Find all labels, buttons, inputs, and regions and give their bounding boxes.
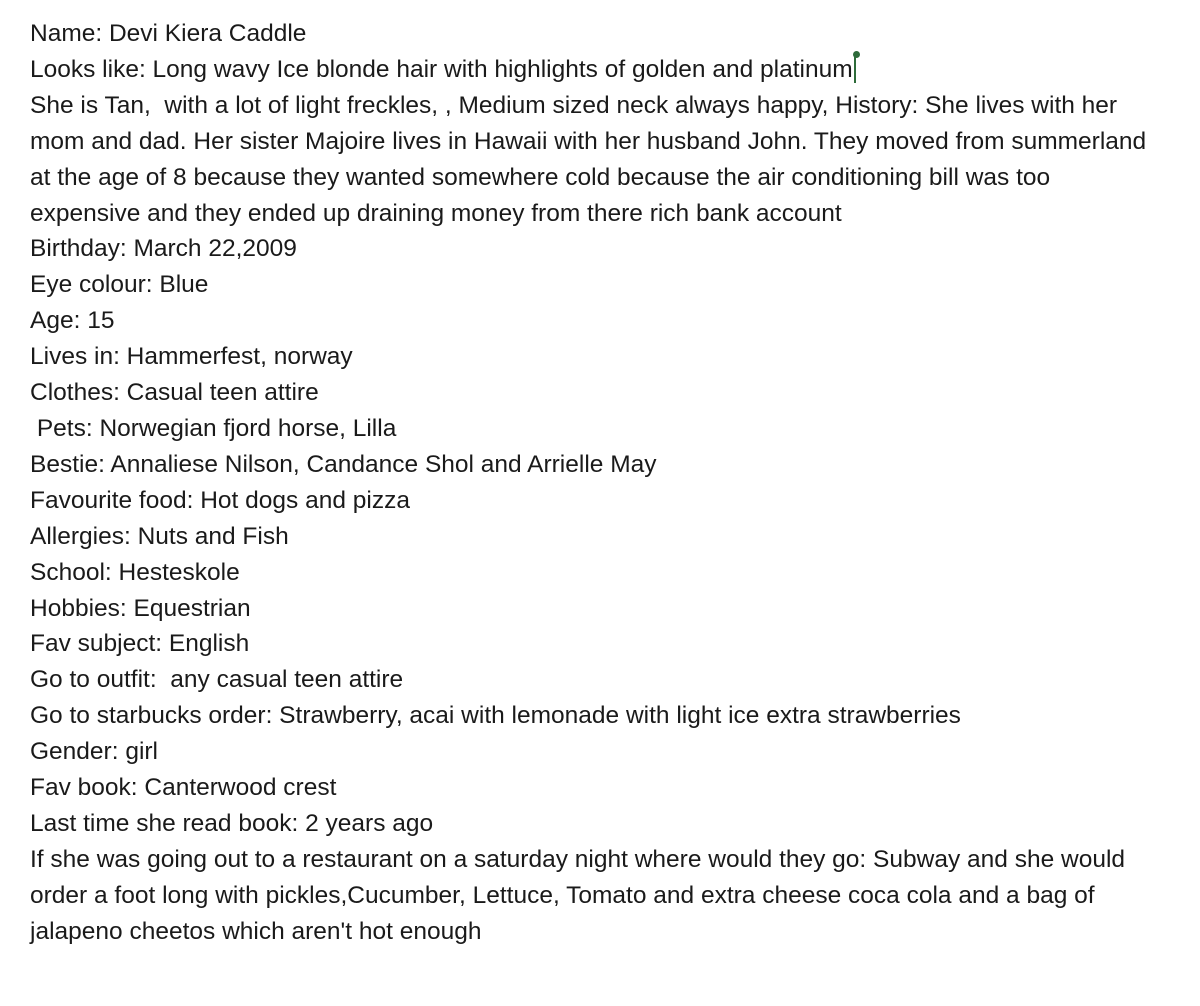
- line-bestie: Bestie: Annaliese Nilson, Candance Shol and Arrielle May: [30, 450, 657, 478]
- line-gender: Gender: girl: [30, 738, 159, 766]
- line-pets: Pets: Norwegian fjord horse, Lilla: [30, 414, 397, 442]
- line-restaurant: If she was going out to a restaurant on a saturday night where would they go: Subway and she would order a foot long with pickles,Cucumber, Lettuce, Tomato and extra cheese coca cola and a bag of jalapeno cheetos which aren't hot enough: [30, 845, 1132, 945]
- line-history: She is Tan, with a lot of light freckles, , Medium sized neck always happy, History: She lives with her mom and dad. Her sister Majoire lives in Hawaii with her husband John. They moved from summerland at the age of 8 because they wanted somewhere cold because the air conditioning bill was too expensive and they ended up draining money from there rich bank account: [30, 91, 1153, 227]
- line-fav-subject: Fav subject: English: [30, 630, 250, 658]
- line-age: Age: 15: [30, 307, 115, 335]
- line-fav-book: Fav book: Canterwood crest: [30, 774, 337, 802]
- line-go-to-outfit: Go to outfit: any casual teen attire: [30, 666, 404, 694]
- line-allergies: Allergies: Nuts and Fish: [30, 522, 289, 550]
- line-hobbies: Hobbies: Equestrian: [30, 594, 251, 622]
- line-birthday: Birthday: March 22,2009: [30, 235, 297, 263]
- line-last-read: Last time she read book: 2 years ago: [30, 809, 434, 837]
- line-clothes: Clothes: Casual teen attire: [30, 379, 319, 407]
- line-school: School: Hesteskole: [30, 558, 240, 586]
- line-starbucks-order: Go to starbucks order: Strawberry, acai with lemonade with light ice extra strawberries: [30, 702, 961, 730]
- line-name: Name: Devi Kiera Caddle: [30, 20, 307, 47]
- line-favourite-food: Favourite food: Hot dogs and pizza: [30, 486, 410, 514]
- line-eye-colour: Eye colour: Blue: [30, 271, 209, 299]
- line-looks-like-text: Looks like: Long wavy Ice blonde hair with highlights of golden and platinum: [30, 55, 853, 83]
- line-looks-like: [30, 52, 1150, 88]
- line-lives-in: Lives in: Hammerfest, norway: [30, 343, 353, 371]
- document-body[interactable]: [30, 16, 1153, 950]
- text-cursor: [854, 53, 856, 83]
